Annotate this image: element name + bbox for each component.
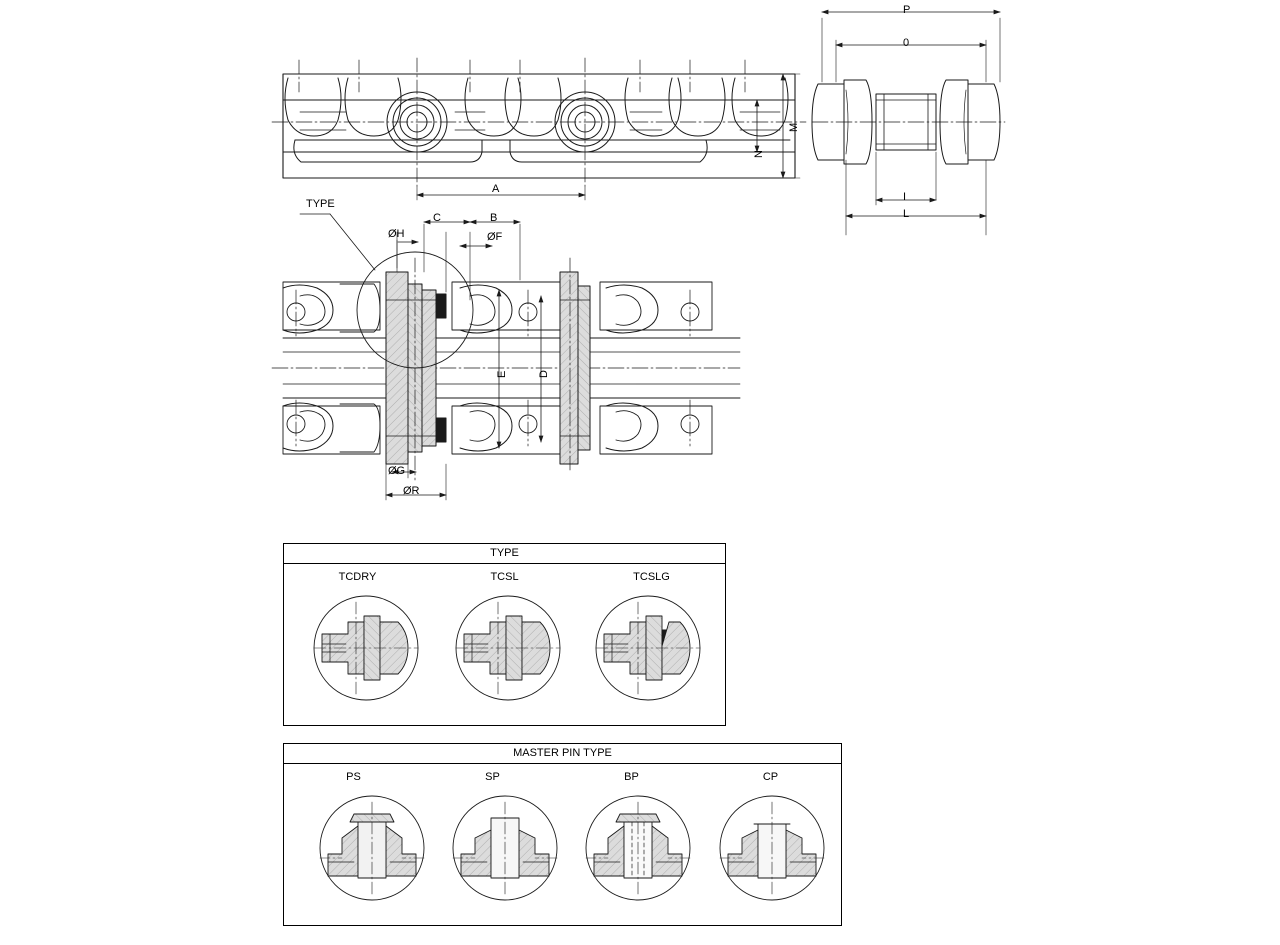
dim-label-C: C bbox=[433, 212, 441, 224]
dim-label-M: M bbox=[788, 122, 800, 132]
type-table bbox=[283, 543, 726, 726]
type-leader-label: TYPE bbox=[306, 198, 335, 210]
master-pin-table-header: MASTER PIN TYPE bbox=[284, 744, 841, 764]
type-item-label-tcdry: TCDRY bbox=[338, 571, 377, 583]
dim-label-G: ØG bbox=[388, 465, 406, 477]
type-item-label-tcslg: TCSLG bbox=[633, 571, 670, 583]
dim-label-L: L bbox=[903, 208, 910, 220]
dim-label-H: ØH bbox=[388, 228, 405, 240]
dim-label-A: A bbox=[492, 183, 500, 195]
dim-label-R: ØR bbox=[403, 485, 420, 497]
dim-label-O: 0 bbox=[903, 37, 910, 49]
dim-label-F: ØF bbox=[487, 231, 503, 243]
dim-label-B: B bbox=[490, 212, 498, 224]
section-view bbox=[272, 214, 740, 500]
type-table-header: TYPE bbox=[284, 544, 725, 564]
dim-label-N: N bbox=[753, 150, 765, 158]
dim-label-E: E bbox=[496, 370, 508, 378]
master-pin-item-label-sp: SP bbox=[485, 771, 500, 783]
dim-label-D: D bbox=[538, 370, 550, 378]
dim-label-P: P bbox=[903, 4, 911, 16]
master-pin-item-label-bp: BP bbox=[624, 771, 639, 783]
master-pin-table bbox=[283, 743, 842, 926]
type-item-label-tcsl: TCSL bbox=[490, 571, 519, 583]
master-pin-item-label-ps: PS bbox=[346, 771, 361, 783]
master-pin-item-label-cp: CP bbox=[762, 771, 779, 783]
dim-label-I: I bbox=[903, 191, 907, 203]
top-plan-view bbox=[272, 58, 806, 200]
